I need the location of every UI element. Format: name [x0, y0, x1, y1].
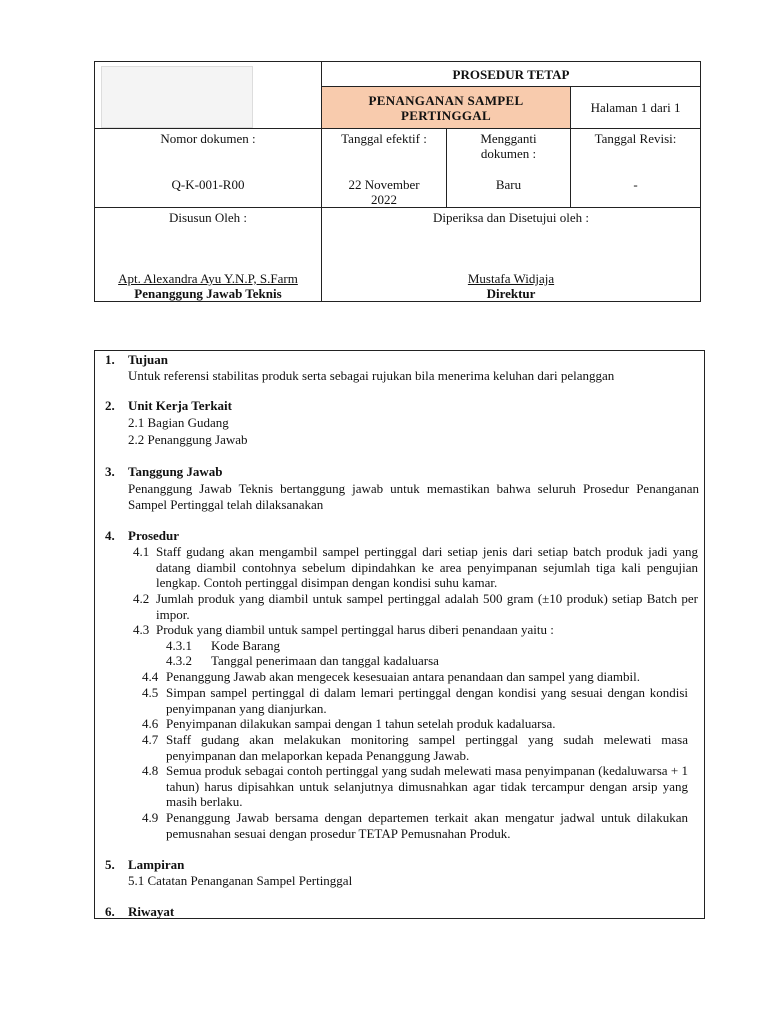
prosedur-item-number: 4.8 [142, 763, 159, 778]
prosedur-item-text: Produk yang diambil untuk sampel pertinggal harus diberi penandaan yaitu : [156, 622, 554, 637]
prosedur-item-text: Penanggung Jawab akan mengecek kesesuaian antara penandaan dan sampel yang diambil. [166, 669, 640, 684]
mengganti-label: Mengganti dokumen : [480, 131, 537, 161]
prosedur-item-text: Penyimpanan dilakukan sampai dengan 1 tahun setelah produk kadaluarsa. [166, 716, 556, 731]
unit-kerja-item: 2.1 Bagian Gudang [128, 415, 229, 430]
prosedur-item-text: Staff gudang akan melakukan monitoring sampel pertinggal yang sudah melewati masa penyimpanan dan melaporkan kepada Penanggung Jawab. [166, 732, 688, 763]
nomor-dokumen-cell [95, 129, 322, 208]
approver-role: Direktur [486, 286, 536, 301]
logo-cell [95, 62, 322, 129]
diperiksa-cell [322, 208, 701, 302]
lampiran-item: 5.1 Catatan Penanganan Sampel Pertinggal [128, 873, 353, 888]
prosedur-item-number: 4.7 [142, 732, 159, 747]
prosedur-item-text: Staff gudang akan mengambil sampel pertinggal dari setiap jenis dari setiap batch produk jadi yang datang diambil contohnya sebelum dipindahkan ke area penyimpanan sejumlah tiga kali pengujian lengkap. Contoh pertinggal disimpan dengan kondisi suhu kamar. [156, 544, 698, 591]
tanggal-efektif-cell [322, 129, 447, 208]
tanggal-efektif-value: 22 November 2022 [348, 177, 420, 207]
prosedur-item-text: Semua produk sebagai contoh pertinggal yang sudah melewati masa penyimpanan (kedaluwarsa + 1 tahun) harus dipisahkan untuk selanjutnya dimusnahkan agar tidak tercampur dengan arsip yang masih berlaku. [166, 763, 688, 810]
prosedur-item-number: 4.3 [133, 622, 150, 637]
author-role: Penanggung Jawab Teknis [134, 286, 282, 301]
nomor-dokumen-label: Nomor dokumen : [160, 131, 256, 146]
prosedur-subitem-number: 4.3.2 [166, 653, 192, 668]
prosedur-subitem-number: 4.3.1 [166, 638, 192, 653]
disusun-label: Disusun Oleh : [169, 210, 247, 225]
tanggal-efektif-label: Tanggal efektif : [341, 131, 427, 146]
tujuan-text: Untuk referensi stabilitas produk serta sebagai rujukan bila menerima keluhan dari pelanggan [128, 368, 615, 383]
page-info: Halaman 1 dari 1 [571, 87, 701, 129]
diperiksa-label: Diperiksa dan Disetujui oleh : [433, 210, 589, 225]
prosedur-item-text: Simpan sampel pertinggal di dalam lemari pertinggal dengan kondisi yang sesuai dengan kondisi penyimpanan yang dianjurkan. [166, 685, 688, 716]
section-number: 3. [105, 464, 115, 479]
approver-name: Mustafa Widjaja [467, 271, 555, 286]
doc-subject: PENANGANAN SAMPEL PERTINGGAL [322, 87, 571, 129]
disusun-cell [95, 208, 322, 302]
section-title-prosedur: Prosedur [128, 528, 180, 543]
tanggal-revisi-cell [571, 129, 701, 208]
author-name: Apt. Alexandra Ayu Y.N.P, S.Farm [118, 271, 298, 286]
prosedur-item-number: 4.5 [142, 685, 159, 700]
section-number: 1. [105, 352, 115, 367]
tanggal-revisi-value: - [633, 177, 638, 192]
unit-kerja-item: 2.2 Penanggung Jawab [128, 432, 248, 447]
doc-type-title: PROSEDUR TETAP [322, 62, 701, 87]
prosedur-item-text: Jumlah produk yang diambil untuk sampel pertinggal adalah 500 gram (±10 produk) setiap Batch per impor. [156, 591, 698, 622]
mengganti-value: Baru [495, 177, 522, 192]
nomor-dokumen-value: Q-K-001-R00 [171, 177, 245, 192]
prosedur-item-number: 4.4 [142, 669, 159, 684]
prosedur-item-number: 4.9 [142, 810, 159, 825]
section-number: 4. [105, 528, 115, 543]
tanggal-revisi-label: Tanggal Revisi: [594, 131, 677, 146]
prosedur-item-number: 4.6 [142, 716, 159, 731]
section-number: 2. [105, 398, 115, 413]
document-header-table [94, 61, 701, 302]
section-title-lampiran: Lampiran [128, 857, 185, 872]
prosedur-item-number: 4.2 [133, 591, 150, 606]
prosedur-subitem-text: Kode Barang [211, 638, 280, 653]
section-title-tanggung-jawab: Tanggung Jawab [128, 464, 223, 479]
mengganti-cell [447, 129, 571, 208]
prosedur-item-text: Penanggung Jawab bersama dengan departemen terkait akan mengatur jadwal untuk dilakukan pemusnahan sesuai dengan prosedur TETAP Pemusnahan Produk. [166, 810, 688, 841]
section-title-tujuan: Tujuan [128, 352, 168, 367]
prosedur-item-number: 4.1 [133, 544, 150, 559]
section-title-unit-kerja: Unit Kerja Terkait [128, 398, 232, 413]
company-logo-placeholder [101, 66, 253, 128]
prosedur-subitem-text: Tanggal penerimaan dan tanggal kadaluarsa [211, 653, 439, 668]
section-title-riwayat: Riwayat [128, 904, 175, 919]
section-number: 5. [105, 857, 115, 872]
section-number: 6. [105, 904, 115, 919]
tanggung-jawab-text: Penanggung Jawab Teknis bertanggung jawab untuk memastikan bahwa seluruh Prosedur Penanganan Sampel Pertinggal telah dilaksanakan [128, 481, 699, 512]
